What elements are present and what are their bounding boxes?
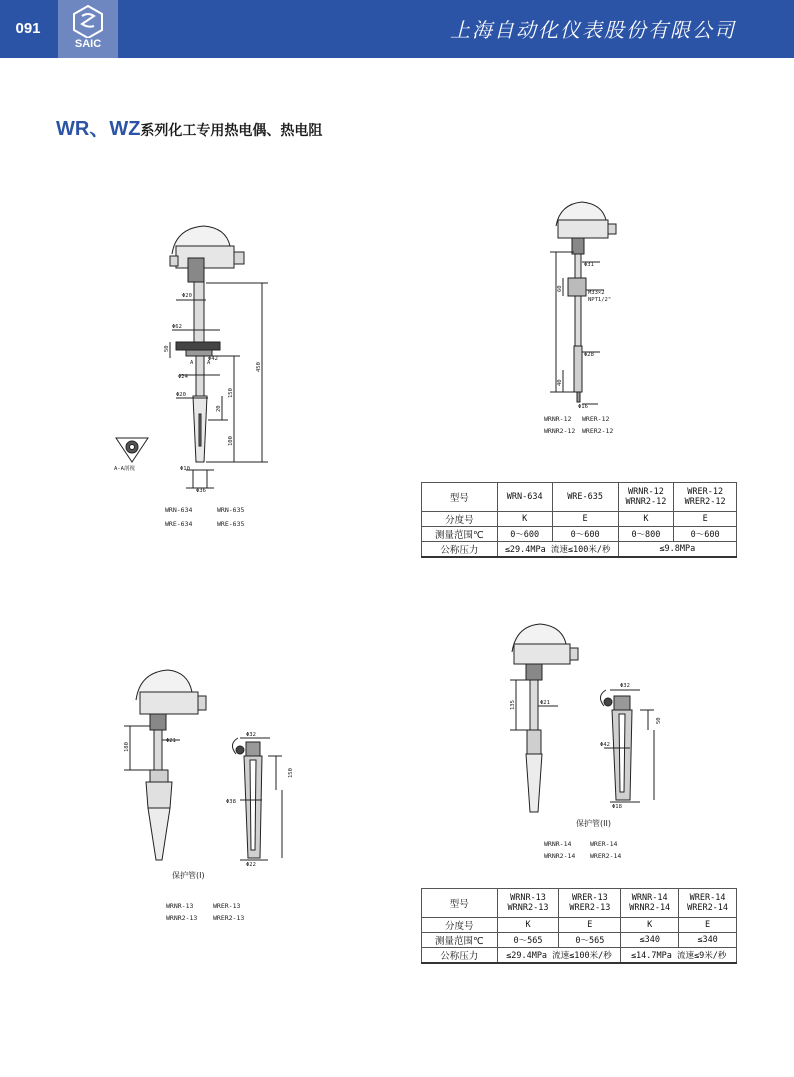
table-header-cell: 型号 (422, 483, 498, 512)
title-prefix: WR、WZ (56, 118, 141, 140)
table-cell: 分度号 (422, 512, 498, 527)
fig3-dim: Φ21 (166, 738, 176, 744)
fig2-dim: M33×2 (588, 290, 605, 296)
fig4-dim: 50 (656, 717, 662, 724)
table-cell: ≤340 (621, 933, 679, 948)
table-cell: 0～600 (674, 527, 737, 542)
fig4-model: WRNR-14 (544, 840, 572, 848)
table-cell: E (679, 918, 737, 933)
table-cell: K (621, 918, 679, 933)
fig1-dim: Φ36 (196, 488, 206, 494)
table-cell: ≤14.7MPa 流速≤9米/秒 (621, 948, 737, 964)
table-row (422, 542, 737, 558)
fig1-dim: 20 (216, 405, 222, 412)
fig3-model: WRNR-13 (166, 902, 194, 910)
table-header-cell: WRE-635 (552, 483, 618, 512)
table-cell: 0～600 (497, 527, 552, 542)
fig1-dim: Φ62 (172, 324, 182, 330)
table-row (422, 527, 737, 542)
table-header-cell: WRNR-12 WRNR2-12 (618, 483, 674, 512)
fig2-dim: 60 (557, 285, 563, 292)
fig1-model: WRN-635 (217, 506, 245, 514)
fig1-dim: Φ20 (176, 392, 186, 398)
fig1-dim: A (207, 360, 211, 366)
table-header-row (422, 889, 737, 918)
table-header-cell: WRN-634 (497, 483, 552, 512)
fig1-section-label: A-A剖视 (114, 466, 135, 472)
figure1-drawing (116, 226, 268, 488)
fig2-dim: Φ31 (584, 262, 594, 268)
logo-text: SAIC (74, 38, 102, 50)
table-cell: E (552, 512, 618, 527)
table-header-cell: 型号 (422, 889, 498, 918)
spec-table-1 (421, 482, 737, 558)
table-row (422, 512, 737, 527)
table-header-cell: WRNR-13 WRNR2-13 (497, 889, 559, 918)
fig3-dim: Φ38 (226, 799, 236, 805)
fig1-dim: Φ20 (182, 293, 192, 299)
page-number: 091 (15, 20, 41, 37)
table-cell: K (497, 918, 559, 933)
table-cell: 分度号 (422, 918, 498, 933)
fig2-dim: Φ28 (584, 352, 594, 358)
fig3-caption: 保护管(I) (172, 871, 205, 880)
spec-table-2 (421, 888, 737, 964)
fig2-dim: 40 (557, 379, 563, 386)
figure4-drawing (510, 624, 654, 812)
table-header-row (422, 483, 737, 512)
company-name: 上海自动化仪表股份有限公司 (450, 18, 736, 42)
fig3-model: WRER2-13 (213, 914, 245, 922)
table-header-cell: WRER-12 WRER2-12 (674, 483, 737, 512)
fig4-dim: Φ32 (620, 683, 630, 689)
table-cell: K (618, 512, 674, 527)
fig3-dim: Φ22 (246, 862, 256, 868)
fig1-dim: 150 (228, 388, 234, 398)
table-cell: 公称压力 (422, 948, 498, 964)
fig2-model: WRER2-12 (582, 427, 614, 435)
table-cell: 公称压力 (422, 542, 498, 558)
fig4-caption: 保护管(II) (576, 819, 611, 828)
fig3-model: WRNR2-13 (166, 914, 198, 922)
fig3-dim: Φ32 (246, 732, 256, 738)
table-cell: 测量范围℃ (422, 933, 498, 948)
table-cell: E (674, 512, 737, 527)
table-cell: ≤340 (679, 933, 737, 948)
figure2-drawing (550, 202, 616, 404)
table-cell: 0～800 (618, 527, 674, 542)
table-cell: 0～565 (497, 933, 559, 948)
table-cell: 0～600 (552, 527, 618, 542)
table-row (422, 933, 737, 948)
table-cell: ≤29.4MPa 流速≤100米/秒 (497, 542, 618, 558)
fig4-dim: 135 (510, 700, 516, 710)
fig4-model: WRER2-14 (590, 852, 622, 860)
table-cell: 0～565 (559, 933, 621, 948)
fig4-model: WRER-14 (590, 840, 618, 848)
table-cell: ≤9.8MPa (618, 542, 736, 558)
fig1-dim: Φ42 (208, 356, 218, 362)
fig2-model: WRER-12 (582, 415, 610, 423)
fig2-dim: NPT1/2" (588, 297, 612, 303)
table-row (422, 918, 737, 933)
table-header-cell: WRER-13 WRER2-13 (559, 889, 621, 918)
fig1-model: WRN-634 (165, 506, 193, 514)
table-row (422, 948, 737, 964)
fig3-dim: 180 (124, 742, 130, 752)
table-cell: K (497, 512, 552, 527)
fig3-dim: 150 (288, 768, 294, 778)
fig4-model: WRNR2-14 (544, 852, 576, 860)
fig1-dim: A (190, 360, 194, 366)
fig1-model: WRE-635 (217, 520, 245, 528)
fig2-model: WRNR2-12 (544, 427, 576, 435)
fig1-dim: 450 (256, 362, 262, 372)
fig1-dim: Φ10 (180, 466, 190, 472)
fig2-dim: Φ16 (578, 404, 588, 410)
table-header-cell: WRNR-14 WRNR2-14 (621, 889, 679, 918)
fig1-model: WRE-634 (165, 520, 193, 528)
table-header-cell: WRER-14 WRER2-14 (679, 889, 737, 918)
fig4-dim: Φ42 (600, 742, 610, 748)
table-cell: ≤29.4MPa 流速≤100米/秒 (497, 948, 621, 964)
title-rest: 系列化工专用热电偶、热电阻 (140, 123, 323, 139)
table-cell: E (559, 918, 621, 933)
fig4-dim: Φ18 (612, 804, 622, 810)
fig2-model: WRNR-12 (544, 415, 572, 423)
table-cell: 测量范围℃ (422, 527, 498, 542)
figure3-drawing (124, 670, 282, 860)
fig4-dim: Φ21 (540, 700, 550, 706)
fig1-dim: 50 (164, 345, 170, 352)
fig3-model: WRER-13 (213, 902, 241, 910)
fig1-dim: 100 (228, 436, 234, 446)
fig1-dim: Φ24 (178, 374, 188, 380)
